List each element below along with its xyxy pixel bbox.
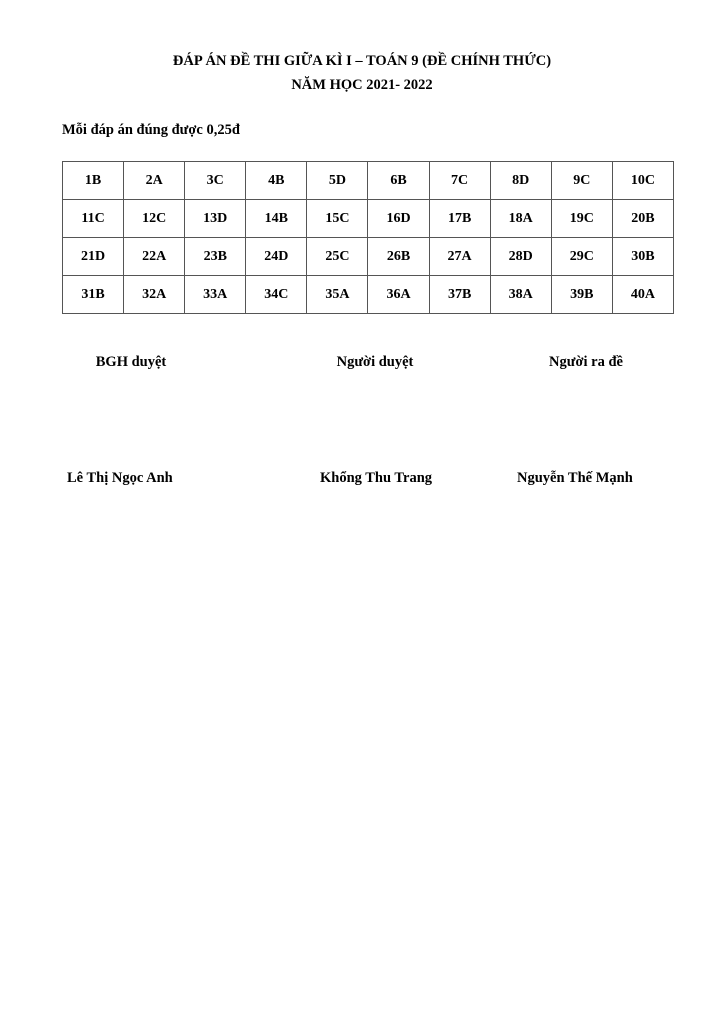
answer-cell: 36A	[368, 276, 429, 314]
answer-cell: 34C	[246, 276, 307, 314]
answer-cell: 8D	[490, 162, 551, 200]
answer-cell: 4B	[246, 162, 307, 200]
signature-name-author: Nguyễn Thế Mạnh	[517, 470, 633, 486]
answer-cell: 14B	[246, 200, 307, 238]
document-title: ĐÁP ÁN ĐỀ THI GIỮA KÌ I – TOÁN 9 (ĐỀ CHÍNH THỨC)	[172, 53, 552, 69]
answer-cell: 7C	[429, 162, 490, 200]
answer-cell: 17B	[429, 200, 490, 238]
signature-role-principal: BGH duyệt	[95, 354, 167, 370]
answer-cell: 25C	[307, 238, 368, 276]
score-note: Mỗi đáp án đúng được 0,25đ	[62, 122, 240, 138]
answer-cell: 35A	[307, 276, 368, 314]
answer-cell: 20B	[612, 200, 673, 238]
answer-cell: 11C	[63, 200, 124, 238]
answer-cell: 37B	[429, 276, 490, 314]
answer-table	[62, 161, 674, 314]
answer-cell: 21D	[63, 238, 124, 276]
answer-row	[63, 200, 674, 238]
school-year: NĂM HỌC 2021- 2022	[291, 77, 433, 93]
signature-role-author: Người ra đề	[549, 354, 623, 370]
answer-cell: 26B	[368, 238, 429, 276]
answer-cell: 30B	[612, 238, 673, 276]
answer-cell: 40A	[612, 276, 673, 314]
answer-cell: 1B	[63, 162, 124, 200]
answer-cell: 6B	[368, 162, 429, 200]
answer-row	[63, 162, 674, 200]
answer-cell: 38A	[490, 276, 551, 314]
answer-cell: 5D	[307, 162, 368, 200]
answer-cell: 16D	[368, 200, 429, 238]
answer-row	[63, 238, 674, 276]
answer-cell: 15C	[307, 200, 368, 238]
answer-cell: 28D	[490, 238, 551, 276]
answer-cell: 22A	[124, 238, 185, 276]
answer-cell: 23B	[185, 238, 246, 276]
answer-cell: 33A	[185, 276, 246, 314]
answer-cell: 3C	[185, 162, 246, 200]
answer-cell: 31B	[63, 276, 124, 314]
answer-cell: 27A	[429, 238, 490, 276]
answer-cell: 29C	[551, 238, 612, 276]
answer-cell: 12C	[124, 200, 185, 238]
answer-cell: 9C	[551, 162, 612, 200]
answer-row	[63, 276, 674, 314]
signature-name-principal: Lê Thị Ngọc Anh	[67, 470, 173, 486]
answer-cell: 10C	[612, 162, 673, 200]
answer-cell: 2A	[124, 162, 185, 200]
answer-cell: 18A	[490, 200, 551, 238]
signature-role-reviewer: Người duyệt	[336, 354, 414, 370]
answer-cell: 19C	[551, 200, 612, 238]
answer-cell: 32A	[124, 276, 185, 314]
answer-cell: 24D	[246, 238, 307, 276]
answer-cell: 39B	[551, 276, 612, 314]
signature-name-reviewer: Khổng Thu Trang	[319, 470, 433, 486]
answer-cell: 13D	[185, 200, 246, 238]
